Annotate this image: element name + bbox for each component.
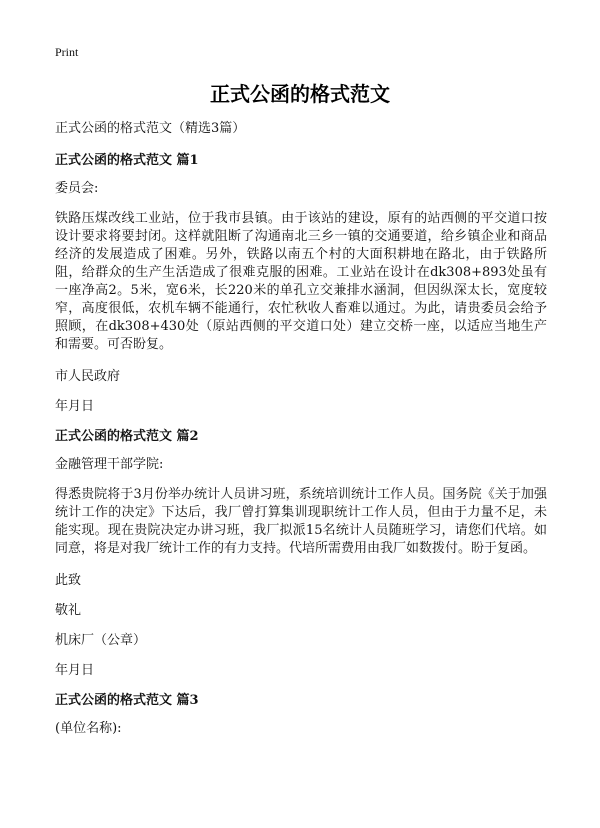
document-subtitle: 正式公函的格式范文（精选3篇） [55, 121, 246, 136]
article2-closing-1: 此致 [55, 573, 82, 588]
article2-heading: 正式公函的格式范文 篇2 [55, 429, 199, 444]
article2-body: 得悉贵院将于3月份举办统计人员讲习班，系统培训统计工作人员。国务院《关于加强统计工作的决定》下达后，我厂曾打算集训现职统计工作人员，但由于力量不足，未能实现。现在贵院决定办讲习班，我厂拟派15名统计人员随班学习，请您们代培。如同意，将是对我厂统计工作的有力支持。代培所需费用由我厂如数拨付。盼于复函。 [55, 487, 547, 556]
article3-heading: 正式公函的格式范文 篇3 [55, 693, 199, 708]
article3-salutation: (单位名称): [55, 721, 122, 736]
article2-signature: 机床厂（公章） [55, 633, 147, 648]
article1-signature: 市人民政府 [55, 369, 121, 384]
print-link[interactable]: Print [55, 45, 79, 59]
document-content [55, 120, 547, 750]
document-title: 正式公函的格式范文 [210, 82, 390, 106]
article1-body: 铁路压煤改线工业站，位于我市县镇。由于该站的建设，原有的站西侧的平交道口按设计要求将要封闭。这样就阻断了沟通南北三乡一镇的交通要道，给乡镇企业和商品经济的发展造成了困难。另外，铁路以南五个村的大面积耕地在路北，由于铁路所阻，给群众的生产生活造成了很难克服的困难。工业站在设计在dk308+893处虽有一座净高2。5米，宽6米，长220米的单孔立交兼排水涵洞，但因纵深太长，宽度较窄，高度很低，农机车辆不能通行，农忙秋收人畜难以通过。为此，请贵委员会给予照顾，在dk308+430处（原站西侧的平交道口处）建立交桥一座，以适应当地生产和需要。可否盼复。 [55, 211, 547, 352]
article1-salutation: 委员会: [55, 181, 99, 196]
article2-closing-2: 敬礼 [55, 603, 82, 618]
article1-date: 年月日 [55, 399, 95, 414]
article2-salutation: 金融管理干部学院: [55, 457, 164, 472]
article1-heading: 正式公函的格式范文 篇1 [55, 153, 199, 168]
article2-date: 年月日 [55, 663, 95, 678]
